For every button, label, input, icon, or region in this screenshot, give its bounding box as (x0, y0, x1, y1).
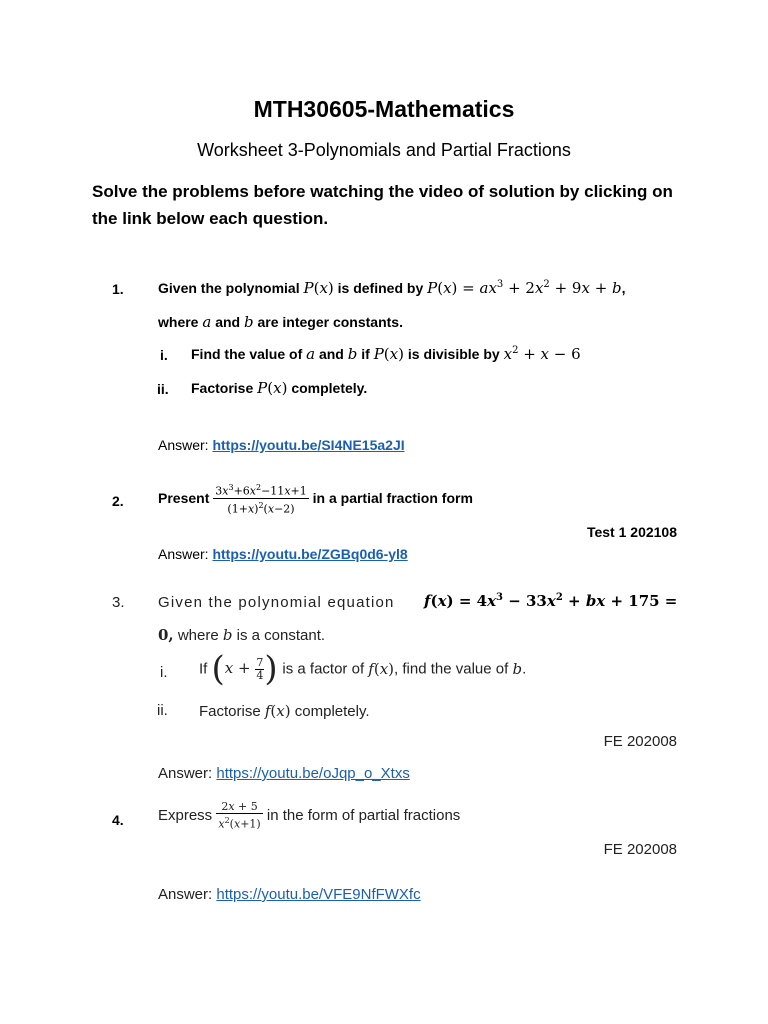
q3-i-var-b: b (512, 660, 523, 678)
q3-ii-b: completely. (294, 703, 370, 720)
q1-i-px: P(x) (373, 345, 404, 363)
q3-ii-fx: f(x) (264, 702, 291, 720)
q2-statement (158, 481, 473, 515)
q2-number: 2. (112, 493, 124, 509)
q1-i-var-b: b (347, 345, 358, 363)
q2-answer (158, 546, 408, 562)
q3-part-ii (199, 702, 370, 720)
document-title: MTH30605-Mathematics (253, 96, 515, 122)
q1-number: 1. (112, 281, 124, 297)
q4-suffix: in the form of partial fractions (266, 806, 461, 824)
q3-i-fx: f(x) (368, 660, 395, 678)
q3-i-a: If (199, 660, 208, 678)
q2-answer-label: Answer: (158, 546, 209, 562)
q2-present: Present (158, 490, 210, 507)
instruction-text: Solve the problems before watching the video of solution by clicking on the link below each question. (92, 182, 673, 228)
q2-source: Test 1 202108 (586, 524, 677, 540)
q1-answer-label: Answer: (158, 437, 209, 453)
q3-i-label: i. (160, 664, 168, 681)
q2-answer-link[interactable]: https://youtu.be/ZGBq0d6-yl8 (212, 546, 408, 562)
q1-equation: $P(x) = ax^3 + 2x^2 + 9x + b$ (427, 279, 622, 297)
q3-line2 (158, 626, 325, 644)
q3-source: FE 202008 (603, 733, 677, 750)
q1-divisor: $x^2 + x - 6$ (503, 345, 581, 363)
q3-line2-b: is a constant. (236, 627, 326, 644)
q1-part-ii (191, 379, 367, 397)
q3-number: 3. (112, 594, 125, 611)
q3-equation: $f(x) = 4x^3 - 33x^2$ + bx + 175 = (424, 592, 678, 610)
q1-px: P(x) (303, 279, 334, 297)
q1-intro-a: Given the polynomial (158, 280, 300, 296)
q1-i-var-a: a (306, 345, 316, 363)
q4-express: Express (158, 806, 213, 824)
document-subtitle: Worksheet 3-Polynomials and Partial Fractions (197, 140, 571, 160)
q3-i-b: is a factor of (282, 660, 365, 678)
q1-statement (158, 279, 626, 297)
q4-answer-link[interactable]: https://youtu.be/VFE9NfFWXfc (216, 886, 421, 903)
q2-fraction: $\frac{3x^3+6x^2-11x+1}{(1+x)^2(x-2)}$ (215, 483, 307, 516)
q1-intro-c: , (621, 280, 626, 296)
q1-line2-a: where (158, 314, 199, 330)
q3-i-c: , find the value of (394, 660, 509, 678)
q2-suffix: in a partial fraction form (312, 490, 473, 507)
q4-number: 4. (112, 812, 124, 828)
q3-answer-label: Answer: (158, 765, 213, 782)
q3-intro: Given the polynomial equation (158, 594, 395, 611)
q1-i-label: i. (160, 347, 168, 363)
q4-source: FE 202008 (603, 841, 677, 858)
q1-ii-a: Factorise (191, 380, 254, 396)
q3-answer (158, 765, 410, 782)
q1-part-i (191, 345, 581, 363)
q1-answer-link[interactable]: https://youtu.be/SI4NE15a2JI (212, 437, 405, 453)
q1-i-d: is divisible by (407, 346, 500, 362)
q3-var-b: b (222, 626, 233, 644)
q3-answer-link[interactable]: https://youtu.be/oJqp_o_Xtxs (216, 765, 410, 782)
q3-part-i: If (x + $\frac{7}{4}$ ) is a factor of f(x), find the value of b. (199, 649, 527, 689)
q4-statement (158, 800, 460, 831)
q1-i-b: and (318, 346, 344, 362)
q1-i-c: if (361, 346, 370, 362)
q1-ii-label: ii. (157, 381, 169, 397)
q4-fraction: $\frac{2x + 5}{x^2(x+1)}$ (218, 800, 261, 831)
q1-i-a: Find the value of (191, 346, 303, 362)
q3-line2-a: where (177, 627, 219, 644)
q4-answer-label: Answer: (158, 886, 213, 903)
q1-line2-b: and (215, 314, 241, 330)
q1-answer (158, 437, 405, 453)
q1-intro-b: is defined by (337, 280, 424, 296)
q1-ii-px: P(x) (257, 379, 288, 397)
q3-ii-a: Factorise (199, 703, 261, 720)
q1-line2-c: are integer constants. (257, 314, 403, 330)
q1-ii-b: completely. (291, 380, 368, 396)
q3-zero: 0, (158, 626, 174, 644)
q1-var-b: b (243, 313, 254, 331)
q1-var-a: a (202, 313, 212, 331)
q3-ii-label: ii. (157, 702, 168, 719)
q1-line2 (158, 313, 403, 331)
q3-factor: (x + $\frac{7}{4}$ ) (211, 649, 278, 689)
q4-answer (158, 886, 421, 903)
